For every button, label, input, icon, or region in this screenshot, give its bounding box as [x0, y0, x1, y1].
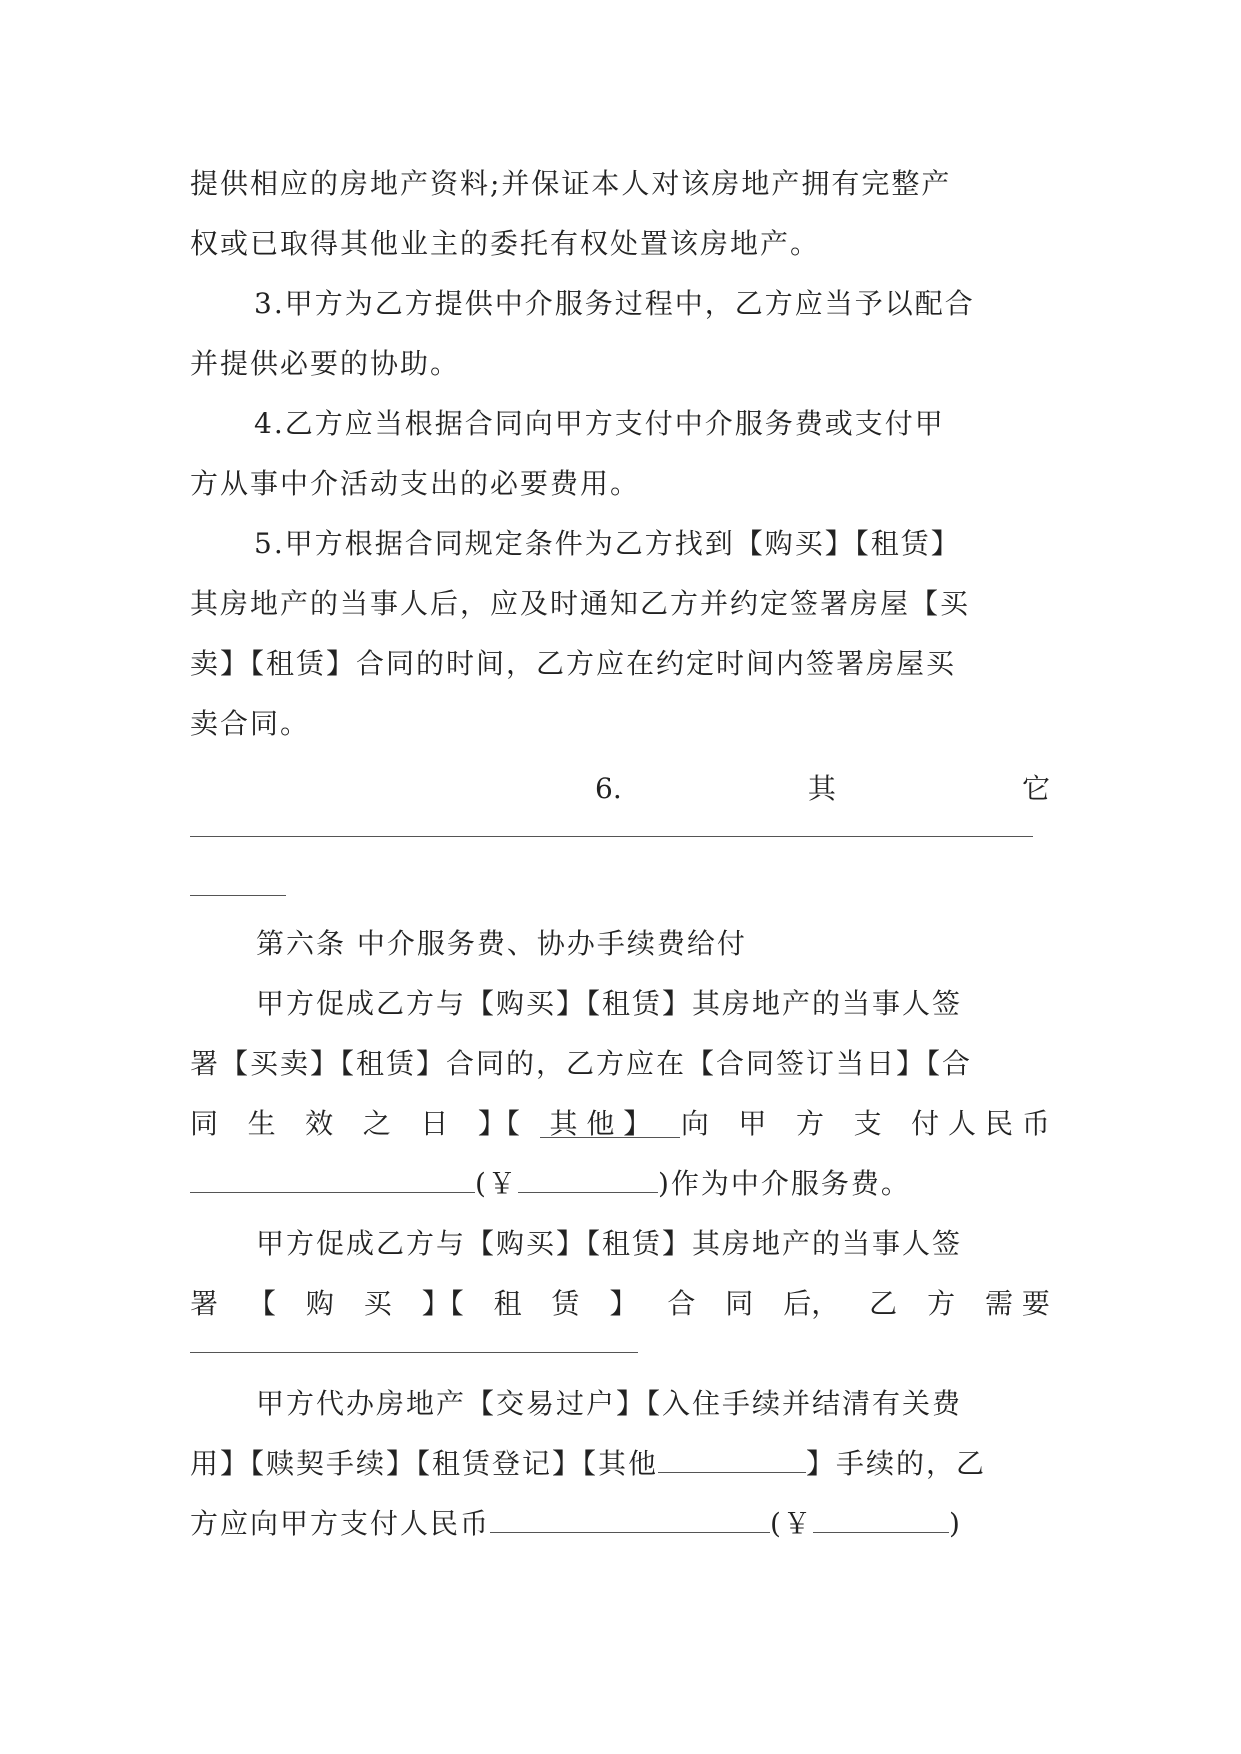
tl13-part-1: 同: [190, 1107, 219, 1140]
tl16-part-5: 】【: [421, 1287, 464, 1320]
text-line-3: 3.甲方为乙方提供中介服务过程中，乙方应当予以配合: [254, 287, 975, 320]
item-6-heading: [595, 770, 1050, 808]
tl19-head: 方应向甲方支付人民币: [190, 1507, 491, 1540]
text-line-19: [190, 1505, 1050, 1543]
tl19-close: ): [948, 1507, 962, 1540]
text-line-7: 5.甲方根据合同规定条件为乙方找到【购买】【租赁】: [254, 527, 961, 560]
tl16-part-14: 需 要: [984, 1287, 1050, 1320]
text-line-9: 卖】【租赁】合同的时间，乙方应在约定时间内签署房屋买: [190, 647, 957, 680]
blank-rmb-amount: [190, 1166, 475, 1193]
tl13-part-11: 支: [853, 1107, 882, 1140]
tl13-part-10: 方: [796, 1107, 825, 1140]
tl16-part-3: 购: [305, 1287, 334, 1320]
tl13-part-4: 之: [362, 1107, 391, 1140]
blank-rmb-amount-2: [490, 1506, 770, 1533]
text-line-11: 甲方促成乙方与【购买】【租赁】其房地产的当事人签: [256, 987, 963, 1020]
blank-yen-amount: [518, 1166, 658, 1193]
blank-line-need: [190, 1352, 638, 1353]
tl13-part-12: 付 人 民 币: [911, 1107, 1050, 1140]
blank-line-other-1: [190, 836, 1033, 837]
tl13-part-7: 其 他 】: [549, 1107, 652, 1140]
tl14-paren: (￥: [475, 1167, 518, 1200]
tl16-part-7: 赁: [551, 1287, 580, 1320]
tl16-part-13: 方: [927, 1287, 956, 1320]
tl14-tail: )作为中介服务费。: [657, 1167, 911, 1200]
text-line-16: [190, 1285, 1050, 1323]
tl18-tail: 】手续的，乙: [806, 1447, 987, 1480]
text-line-4: 并提供必要的协助。: [190, 347, 461, 380]
tl13-part-9: 甲: [738, 1107, 767, 1140]
tl16-part-11: 后，: [783, 1287, 840, 1320]
text-line-10: 卖合同。: [190, 707, 311, 740]
tl13-part-2: 生: [247, 1107, 276, 1140]
item-6-char-2: 它: [1021, 772, 1050, 805]
tl16-part-1: 署: [190, 1287, 219, 1320]
text-line-2: 权或已取得其他业主的委托有权处置该房地产。: [190, 227, 821, 260]
text-line-1: 提供相应的房地产资料;并保证本人对该房地产拥有完整产: [190, 167, 952, 200]
tl13-part-5: 日: [420, 1107, 449, 1140]
text-line-8: 其房地产的当事人后，应及时通知乙方并约定签署房屋【买: [190, 587, 971, 620]
text-line-18: [190, 1445, 1050, 1483]
tl16-part-8: 】: [609, 1287, 638, 1320]
text-line-14: [190, 1165, 1050, 1203]
tl16-part-9: 合: [667, 1287, 696, 1320]
tl13-part-3: 效: [305, 1107, 334, 1140]
tl16-part-10: 同: [725, 1287, 754, 1320]
tl16-part-4: 买: [363, 1287, 392, 1320]
text-line-5: 4.乙方应当根据合同向甲方支付中介服务费或支付甲: [254, 407, 945, 440]
blank-yen-amount-2: [813, 1506, 949, 1533]
blank-other-date: [540, 1137, 680, 1138]
tl16-part-2: 【: [247, 1287, 276, 1320]
text-line-15: 甲方促成乙方与【购买】【租赁】其房地产的当事人签: [256, 1227, 963, 1260]
tl16-part-12: 乙: [869, 1287, 898, 1320]
tl19-paren: (￥: [770, 1507, 813, 1540]
blank-line-other-2: [190, 895, 286, 896]
text-line-12: 署【买卖】【租赁】合同的，乙方应在【合同签订当日】【合: [190, 1047, 973, 1080]
item-6-char-1: 其: [807, 772, 836, 805]
article-6-title: 第六条 中介服务费、协办手续费给付: [256, 927, 747, 960]
item-6-number: 6.: [595, 772, 622, 805]
tl13-part-6: 】【: [477, 1107, 520, 1140]
text-line-6: 方从事中介活动支出的必要费用。: [190, 467, 641, 500]
tl16-part-6: 租: [493, 1287, 522, 1320]
text-line-17: 甲方代办房地产【交易过户】【入住手续并结清有关费: [256, 1387, 963, 1420]
blank-other-procedure: [658, 1446, 806, 1473]
tl18-head: 用】【赎契手续】【租赁登记】【其他: [190, 1447, 659, 1480]
tl13-part-8: 向: [680, 1107, 709, 1140]
